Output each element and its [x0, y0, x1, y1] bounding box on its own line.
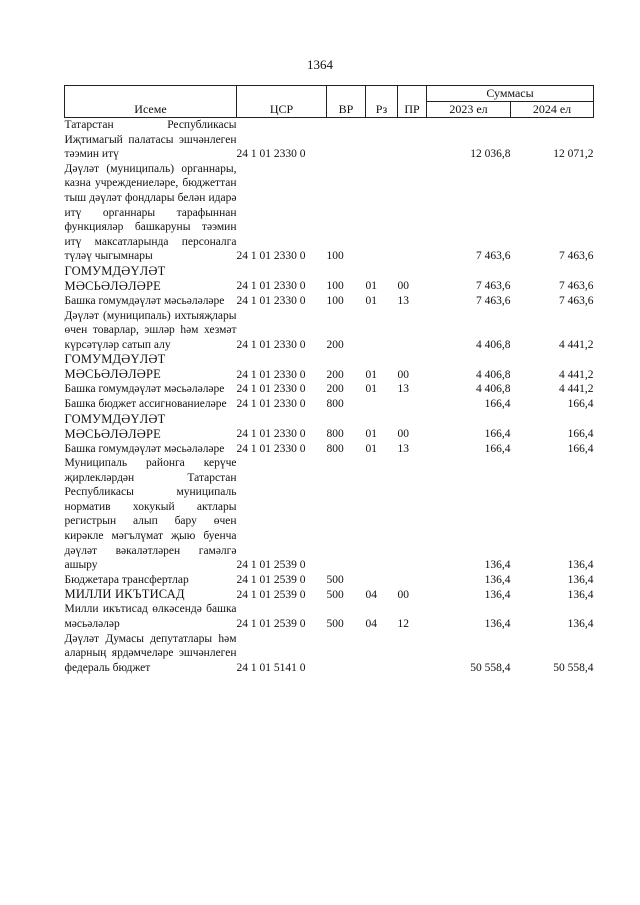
row-csr: 24 1 01 2330 0	[236, 427, 306, 440]
row-csr: 24 1 01 2330 0	[236, 397, 306, 410]
row-pr: 13	[397, 294, 409, 307]
row-amount-2024: 166,4	[567, 397, 594, 410]
row-amount-2023: 7 463,6	[476, 280, 511, 293]
header-year-2023: 2023 ел	[427, 102, 511, 118]
header-csr: ЦСР	[237, 86, 327, 118]
table-row	[65, 397, 594, 412]
row-vr: 100	[326, 294, 344, 307]
row-pr: 00	[397, 368, 409, 381]
table-row	[65, 294, 594, 309]
row-amount-2023: 136,4	[484, 559, 511, 572]
table-row	[65, 632, 594, 676]
row-amount-2023: 136,4	[484, 573, 511, 586]
header-year-2024: 2024 ел	[511, 102, 594, 118]
row-pr: 00	[397, 280, 409, 293]
table-row	[65, 602, 594, 631]
row-name: Татарстан Республикасы Иҗтимагый палатасы эшчәнлеген тәэмин итү	[64, 119, 237, 161]
row-amount-2024: 7 463,6	[559, 280, 594, 293]
row-vr: 800	[326, 442, 344, 455]
row-name: Дәүләт Думасы депутатлары һәм аларның ярдәмчеләре эшчәнлеген федераль бюджет	[64, 632, 237, 674]
row-amount-2024: 136,4	[567, 573, 594, 586]
row-amount-2024: 12 071,2	[553, 148, 594, 161]
row-amount-2024: 166,4	[567, 442, 594, 455]
row-vr	[327, 118, 366, 162]
row-pr: 13	[397, 383, 409, 396]
row-amount-2023: 166,4	[484, 397, 511, 410]
row-csr: 24 1 01 2330 0	[236, 280, 306, 293]
table-row	[65, 442, 594, 457]
row-name: Башка бюджет ассигнованиеләре	[64, 397, 227, 410]
row-rz	[366, 632, 398, 676]
row-pr: 00	[397, 427, 409, 440]
table-row	[65, 587, 594, 602]
row-amount-2023: 136,4	[484, 618, 511, 631]
row-rz	[366, 309, 398, 353]
row-rz	[366, 162, 398, 264]
row-rz: 01	[365, 280, 377, 293]
row-name: Бюджетара трансфертлар	[64, 573, 189, 586]
row-csr: 24 1 01 2539 0	[236, 618, 306, 631]
row-rz: 01	[365, 427, 377, 440]
row-name: МИЛЛИ ИКЪТИСАД	[64, 587, 185, 602]
row-amount-2024: 166,4	[567, 427, 594, 440]
row-amount-2024: 4 441,2	[559, 368, 594, 381]
row-pr	[398, 456, 427, 573]
row-rz	[366, 573, 398, 588]
row-name: Башка гомумдәүләт мәсьәләләре	[64, 442, 225, 455]
row-vr: 500	[326, 618, 344, 631]
row-vr: 500	[326, 588, 344, 601]
row-csr: 24 1 01 2330 0	[236, 338, 306, 351]
row-pr: 13	[397, 442, 409, 455]
row-rz: 01	[365, 294, 377, 307]
row-csr: 24 1 01 2330 0	[236, 368, 306, 381]
row-amount-2024: 4 441,2	[559, 383, 594, 396]
row-vr: 200	[326, 338, 344, 351]
row-amount-2023: 7 463,6	[476, 294, 511, 307]
row-amount-2024: 7 463,6	[559, 294, 594, 307]
row-amount-2024: 50 558,4	[553, 661, 594, 674]
row-name: Дәүләт (муниципаль) ихтыяҗлары өчен товарлар, эшләр һәм хезмәт күрсәтүләр сатып алу	[64, 309, 237, 351]
row-vr	[327, 456, 366, 573]
row-vr: 200	[326, 368, 344, 381]
header-vr: ВР	[327, 86, 366, 118]
row-rz: 04	[365, 618, 377, 631]
header-amounts: Суммасы	[427, 86, 594, 102]
row-csr: 24 1 01 2330 0	[236, 294, 306, 307]
row-name: ГОМУМДӘҮЛӘТ МӘСЬӘЛӘЛӘРЕ	[64, 411, 166, 441]
row-amount-2024: 136,4	[567, 618, 594, 631]
header-pr: ПР	[398, 86, 427, 118]
row-rz: 01	[365, 442, 377, 455]
row-amount-2024: 4 441,2	[559, 338, 594, 351]
row-amount-2023: 4 406,8	[476, 368, 511, 381]
row-csr: 24 1 01 2539 0	[236, 559, 306, 572]
row-name: ГОМУМДӘҮЛӘТ МӘСЬӘЛӘЛӘРЕ	[64, 263, 166, 293]
row-vr: 500	[326, 573, 344, 586]
row-rz: 01	[365, 383, 377, 396]
table-row	[65, 162, 594, 264]
row-amount-2023: 12 036,8	[470, 148, 511, 161]
row-pr: 12	[397, 618, 409, 631]
row-name: Башка гомумдәүләт мәсьәләләре	[64, 294, 225, 307]
row-csr: 24 1 01 2330 0	[236, 383, 306, 396]
row-rz: 04	[365, 588, 377, 601]
table-body	[65, 118, 594, 676]
row-csr: 24 1 01 2330 0	[236, 250, 306, 263]
row-csr: 24 1 01 5141 0	[236, 661, 306, 674]
row-rz: 01	[365, 368, 377, 381]
table-row	[65, 118, 594, 162]
row-rz	[366, 118, 398, 162]
row-pr	[398, 162, 427, 264]
row-amount-2024: 7 463,6	[559, 250, 594, 263]
budget-table-frame	[64, 85, 594, 675]
header-rz: Рз	[366, 86, 398, 118]
row-vr: 800	[326, 397, 344, 410]
page-number: 1364	[307, 57, 333, 72]
row-vr: 100	[326, 250, 344, 263]
row-name: Башка гомумдәүләт мәсьәләләре	[64, 383, 225, 396]
row-pr	[398, 118, 427, 162]
row-name: Милли икътисад өлкәсендә башка мәсьәләләр	[64, 603, 237, 631]
row-amount-2023: 7 463,6	[476, 250, 511, 263]
row-vr	[327, 632, 366, 676]
row-csr: 24 1 01 2539 0	[236, 573, 306, 586]
row-rz	[366, 456, 398, 573]
table-row	[65, 309, 594, 353]
table-row	[65, 456, 594, 573]
row-amount-2023: 4 406,8	[476, 383, 511, 396]
row-pr	[398, 573, 427, 588]
row-pr	[398, 397, 427, 412]
table-header	[65, 86, 594, 118]
row-amount-2023: 166,4	[484, 442, 511, 455]
row-amount-2023: 4 406,8	[476, 338, 511, 351]
row-name: Дәүләт (муниципаль) органнары, казна учреждениеләре, бюджеттан тыш дәүләт фондлары белән идарә итү органнары тарафыннан функцияләр башкаруны тәэмин итү максатларында персоналга түләү чыгымнары	[64, 162, 237, 263]
table-row	[65, 382, 594, 397]
row-amount-2023: 50 558,4	[470, 661, 511, 674]
row-amount-2024: 136,4	[567, 588, 594, 601]
row-amount-2023: 136,4	[484, 588, 511, 601]
table-row	[65, 352, 594, 382]
row-vr: 200	[326, 383, 344, 396]
row-pr	[398, 309, 427, 353]
row-csr: 24 1 01 2330 0	[236, 148, 306, 161]
row-pr	[398, 632, 427, 676]
row-name: Муниципаль районга керүче җирлекләрдән Татарстан Республикасы муниципаль норматив хокукый актлары регистрын алып бару өчен кирәкле мәгълүмат җыю буенча дәүләт вәкаләтләрен гамәлгә ашыру	[64, 457, 237, 572]
row-csr: 24 1 01 2330 0	[236, 442, 306, 455]
row-pr: 00	[397, 588, 409, 601]
budget-table	[64, 85, 594, 675]
row-amount-2024: 136,4	[567, 559, 594, 572]
row-csr: 24 1 01 2539 0	[236, 588, 306, 601]
header-name: Исеме	[65, 86, 237, 118]
table-row	[65, 264, 594, 294]
row-vr: 100	[326, 280, 344, 293]
row-amount-2023: 166,4	[484, 427, 511, 440]
row-vr: 800	[326, 427, 344, 440]
row-name: ГОМУМДӘҮЛӘТ МӘСЬӘЛӘЛӘРЕ	[64, 352, 166, 382]
table-row	[65, 412, 594, 442]
table-row	[65, 573, 594, 588]
row-rz	[366, 397, 398, 412]
